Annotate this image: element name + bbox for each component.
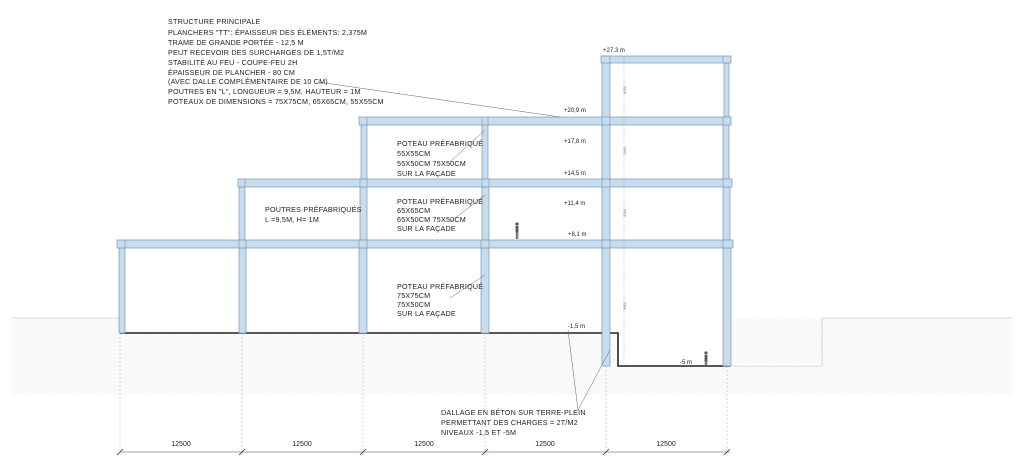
bay-dim-label: 12500 [535,441,555,448]
ground [12,318,1012,395]
height-dimension [623,56,627,366]
column [724,63,729,117]
note-line: 75X50CM [397,300,431,309]
bay-dim-label: 12500 [292,441,312,448]
note-line: SUR LA FAÇADE [397,224,456,233]
note-line: DALLAGE EN BÉTON SUR TERRE-PLEIN [441,408,586,417]
note-line: TRAME DE GRANDE PORTÉE - 12,5 M [168,38,304,47]
height-dim-label: 9600 [623,302,627,310]
note-line: POTEAUX DE DIMENSIONS = 75X75CM, 65X65CM, 55X55CM [168,97,384,106]
note-line: SUR LA FAÇADE [397,169,456,178]
level-label: +11,4 m [564,201,586,207]
column [482,187,489,240]
column [602,56,610,366]
height-dim-label: 3100 [623,147,627,155]
note-line: NIVEAUX -1,5 ET -5M [441,428,517,437]
column [359,248,367,333]
level-label: +20,9 m [564,108,586,114]
note-line: 75X75CM [397,291,431,300]
note-line: ÉPAISSEUR DE PLANCHER - 80 CM [168,68,296,77]
note-line: POTEAU PRÉFABRIQUÉ [397,282,484,291]
note-line: (AVEC DALLE COMPLÉMENTAIRE DE 10 CM) [168,77,328,86]
level-label: +8,1 m [568,232,587,238]
column [482,125,488,179]
column-note-mid [397,197,483,233]
level-label: +17,8 m [564,139,586,145]
note-line: 65X65CM [397,206,431,215]
note-line: L =9,5M, H= 1M [265,215,320,224]
note-line: 65X50CM 75X50CM [397,215,466,224]
column [119,248,125,333]
column [239,187,245,240]
column-note-top [397,139,483,178]
note-line: POTEAU PRÉFABRIQUÉ [397,197,484,206]
height-dim-label: 3300 [623,209,627,217]
beam-level-8 [117,240,733,248]
bay-dim-label: 12500 [656,441,676,448]
level-label: -5 m [680,360,692,366]
beam-level-27 [601,56,731,63]
ground-hatch-left [12,318,822,395]
level-markers [564,48,692,366]
note-line: 55X55CM [397,149,431,158]
main-structure-notes [168,17,384,106]
note-line: STRUCTURE PRINCIPALE [168,17,261,26]
height-dim-label: 6400 [623,86,627,94]
column-note-low [397,282,483,318]
beams-note [265,205,362,224]
note-line: POUTRES EN "L", LONGUEUR = 9,5M, HAUTEUR = 1M [168,87,361,96]
note-line: POUTRES PRÉFABRIQUÉS [265,205,362,214]
bay-dim-label: 12500 [414,441,434,448]
column [723,187,730,240]
column [361,125,367,179]
column [723,248,731,366]
level-label: +14,5 m [564,171,586,177]
beam-level-14 [238,179,732,187]
column [239,248,246,333]
note-line: PLANCHERS "TT": ÉPAISSEUR DES ÉLÉMENTS: 2,375M [168,28,368,37]
beam-level-20 [359,117,731,125]
slab-note [441,408,586,437]
person-figure-lower [704,351,707,366]
note-line: 55X50CM 75X50CM [397,159,466,168]
bay-dim-label: 12500 [171,441,191,448]
level-label: +27,3 m [603,48,625,54]
note-line: STABILITÉ AU FEU - COUPE-FEU 2H [168,58,298,67]
level-label: -1,5 m [568,324,586,330]
person-figure-upper [515,222,518,239]
note-line: PERMETTANT DES CHARGES = 2T/M2 [441,418,578,427]
note-line: POTEAU PRÉFABRIQUÉ [397,139,484,148]
column [723,125,729,179]
note-line: SUR LA FAÇADE [397,309,456,318]
note-line: PEUT RECEVOIR DES SURCHARGES DE 1,5T/M2 [168,48,345,57]
